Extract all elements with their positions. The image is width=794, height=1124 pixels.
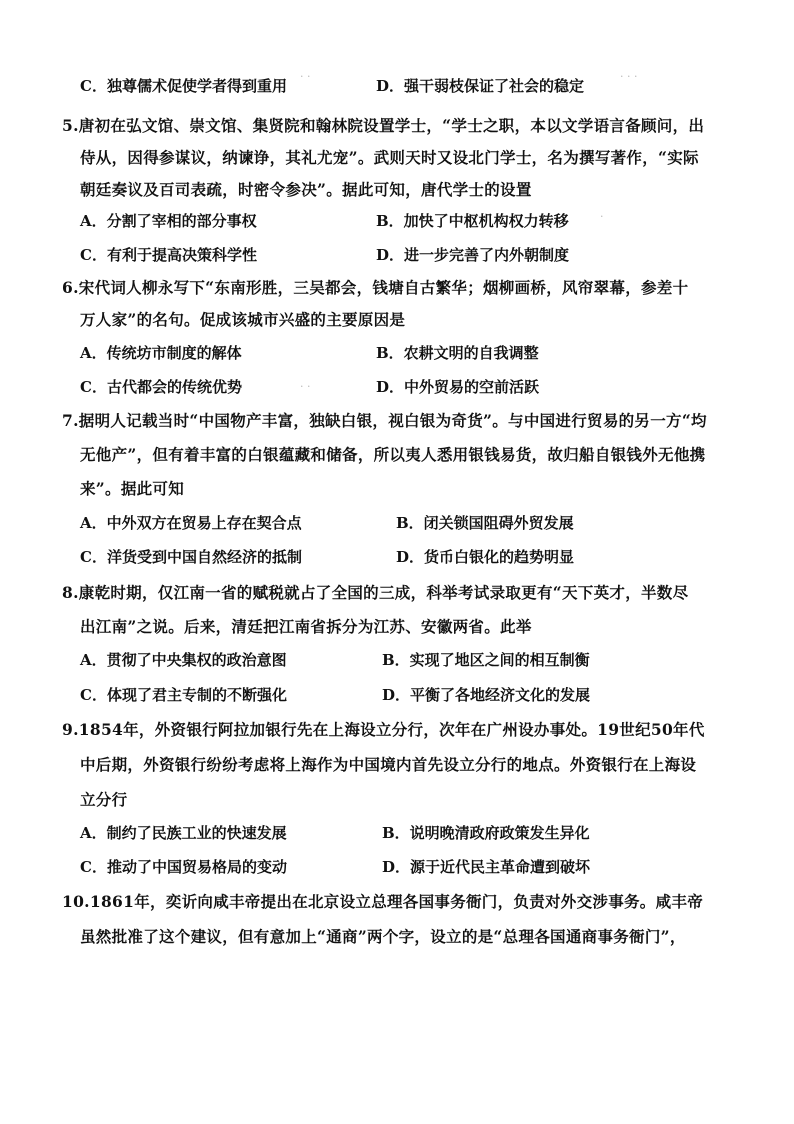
q5-option-a: A．分割了宰相的部分事权	[80, 212, 257, 230]
q9-option-d: D．源于近代民主革命遭到破坏	[382, 858, 591, 876]
q9-stem-line-2: 中后期，外资银行纷纷考虑将上海作为中国境内首先设立分行的地点。外资银行在上海设	[80, 755, 697, 774]
q8-option-a: A．贯彻了中央集权的政治意图	[80, 651, 287, 669]
q8-option-d: D．平衡了各地经济文化的发展	[382, 686, 591, 704]
q6-option-d: D．中外贸易的空前活跃	[376, 378, 540, 396]
q9-option-c: C．推动了中国贸易格局的变动	[80, 858, 287, 876]
q6-stem-line-2: 万人家”的名句。促成该城市兴盛的主要原因是	[80, 310, 406, 329]
q9-stem-line-3: 立分行	[80, 790, 128, 809]
scan-noise: ·	[600, 210, 604, 223]
scan-noise: · ·	[300, 380, 311, 393]
q4-option-d: D．强干弱枝保证了社会的稳定	[376, 77, 585, 95]
scan-noise: · · ·	[620, 70, 638, 83]
q5-stem-line-1: 5.唐初在弘文馆、崇文馆、集贤院和翰林院设置学士，“学士之职，本以文学语言备顾问，出	[62, 116, 705, 135]
q5-option-d: D．进一步完善了内外朝制度	[376, 246, 570, 264]
q4-option-c: C．独尊儒术促使学者得到重用	[80, 77, 287, 95]
q5-option-b: B．加快了中枢机构权力转移	[376, 212, 569, 230]
q5-stem-line-2: 侍从，因得参谋议，纳谏诤，其礼尤宠”。武则天时又设北门学士，名为撰写著作，“实际	[80, 148, 699, 167]
q8-stem-line-1: 8.康乾时期，仅江南一省的赋税就占了全国的三成，科举考试录取更有“天下英才，半数尽	[62, 583, 689, 602]
q7-stem-line-1: 7.据明人记载当时“中国物产丰富，独缺白银，视白银为奇货”。与中国进行贸易的另一方“均	[62, 411, 707, 430]
scan-noise: · ·	[300, 70, 311, 83]
q6-option-a: A．传统坊市制度的解体	[80, 344, 242, 362]
q7-option-d: D．货币白银化的趋势明显	[396, 548, 575, 566]
q7-option-b: B．闭关锁国阻碍外贸发展	[396, 514, 574, 532]
q8-option-b: B．实现了地区之间的相互制衡	[382, 651, 590, 669]
q5-stem-line-3: 朝廷奏议及百司表疏，时密令参决”。据此可知，唐代学士的设置	[80, 180, 532, 199]
q8-option-c: C．体现了君主专制的不断强化	[80, 686, 287, 704]
q7-option-c: C．洋货受到中国自然经济的抵制	[80, 548, 302, 566]
q5-option-c: C．有利于提高决策科学性	[80, 246, 257, 264]
q10-stem-line-2: 虽然批准了这个建议，但有意加上“通商”两个字，设立的是“总理各国通商事务衙门”，	[80, 927, 686, 946]
q9-option-a: A．制约了民族工业的快速发展	[80, 824, 287, 842]
q8-stem-line-2: 出江南”之说。后来，清廷把江南省拆分为江苏、安徽两省。此举	[80, 617, 532, 636]
q10-stem-line-1: 10.1861年，奕䜣向咸丰帝提出在北京设立总理各国事务衙门，负责对外交涉事务。咸丰帝	[62, 892, 704, 911]
q9-option-b: B．说明晚清政府政策发生异化	[382, 824, 590, 842]
q6-stem-line-1: 6.宋代词人柳永写下“东南形胜，三吴都会，钱塘自古繁华；烟柳画桥，风帘翠幕，参差十	[62, 278, 689, 297]
q6-option-b: B．农耕文明的自我调整	[376, 344, 539, 362]
q7-option-a: A．中外双方在贸易上存在契合点	[80, 514, 302, 532]
q6-option-c: C．古代都会的传统优势	[80, 378, 242, 396]
q7-stem-line-3: 来”。据此可知	[80, 479, 185, 498]
q7-stem-line-2: 无他产”，但有着丰富的白银蕴藏和储备，所以夷人悉用银钱易货，故归船自银钱外无他携	[80, 445, 706, 464]
q9-stem-line-1: 9.1854年，外资银行阿拉加银行先在上海设立分行，次年在广州设办事处。19世纪50年代	[62, 720, 705, 739]
